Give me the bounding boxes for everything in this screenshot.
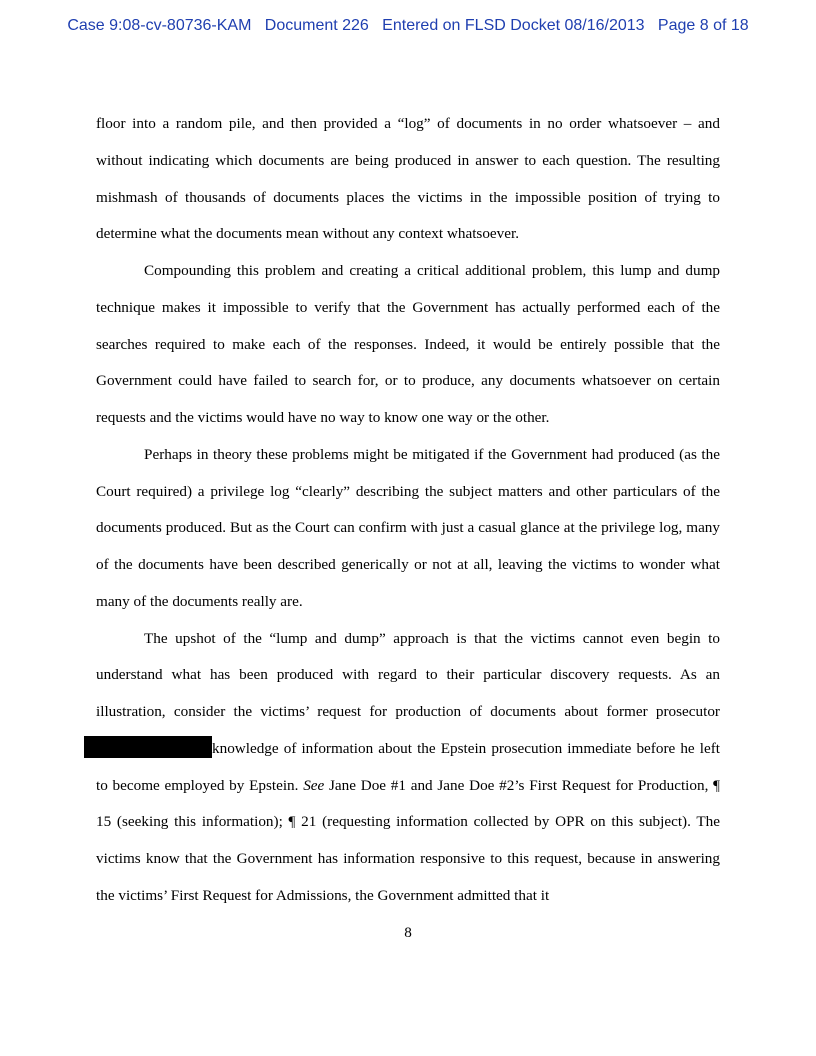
paragraph-4-text-b: knowledge of information about the Epstein prosecution immediate before he left to become employed by Epstein. [96,739,720,794]
document-body [96,106,720,915]
case-number: Case 9:08-cv-80736-KAM [67,17,252,34]
paragraph-1: floor into a random pile, and then provided a “log” of documents in no order whatsoever – and without indicating which documents are being produced in answer to each question. The resulting mishmash of thousands of documents places the victims in the impossible position of trying to determine what the documents mean without any context whatsoever. [96,115,720,243]
paragraph-4 [96,621,720,915]
document-number: Document 226 [264,17,369,34]
redaction-block [84,736,212,758]
docket-entry: Entered on FLSD Docket 08/16/2013 [382,17,645,34]
see-signal: See [303,776,325,794]
paragraph-3: Perhaps in theory these problems might be mitigated if the Government had produced (as the Court required) a privilege log “clearly” describing the subject matters and other particulars of the documents produced. But as the Court can confirm with just a casual glance at the privilege log, many of the documents have been described generically or not at all, leaving the victims to wonder what many of the documents really are. [96,445,720,610]
paragraph-4-text-a: The upshot of the “lump and dump” approach is that the victims cannot even begin to understand what has been produced with regard to their particular discovery requests. As an illustration, consider the victims’ request for production of documents about former prosecutor [96,629,720,720]
paragraph-4-text-c: Jane Doe #1 and Jane Doe #2’s First Request for Production, ¶ 15 (seeking this information); ¶ 21 (requesting information collected by OPR on this subject). The victims know that the Government has information responsive to this request, because in answering the victims’ First Request for Admissions, the Government admitted that it [96,776,720,904]
page-number: 8 [404,924,412,941]
page-indicator: Page 8 of 18 [657,17,749,34]
docket-header [0,17,816,35]
paragraph-2: Compounding this problem and creating a critical additional problem, this lump and dump technique makes it impossible to verify that the Government has actually performed each of the searches required to make each of the responses. Indeed, it would be entirely possible that the Government could have failed to search for, or to produce, any documents whatsoever on certain requests and the victims would have no way to know one way or the other. [96,262,720,426]
